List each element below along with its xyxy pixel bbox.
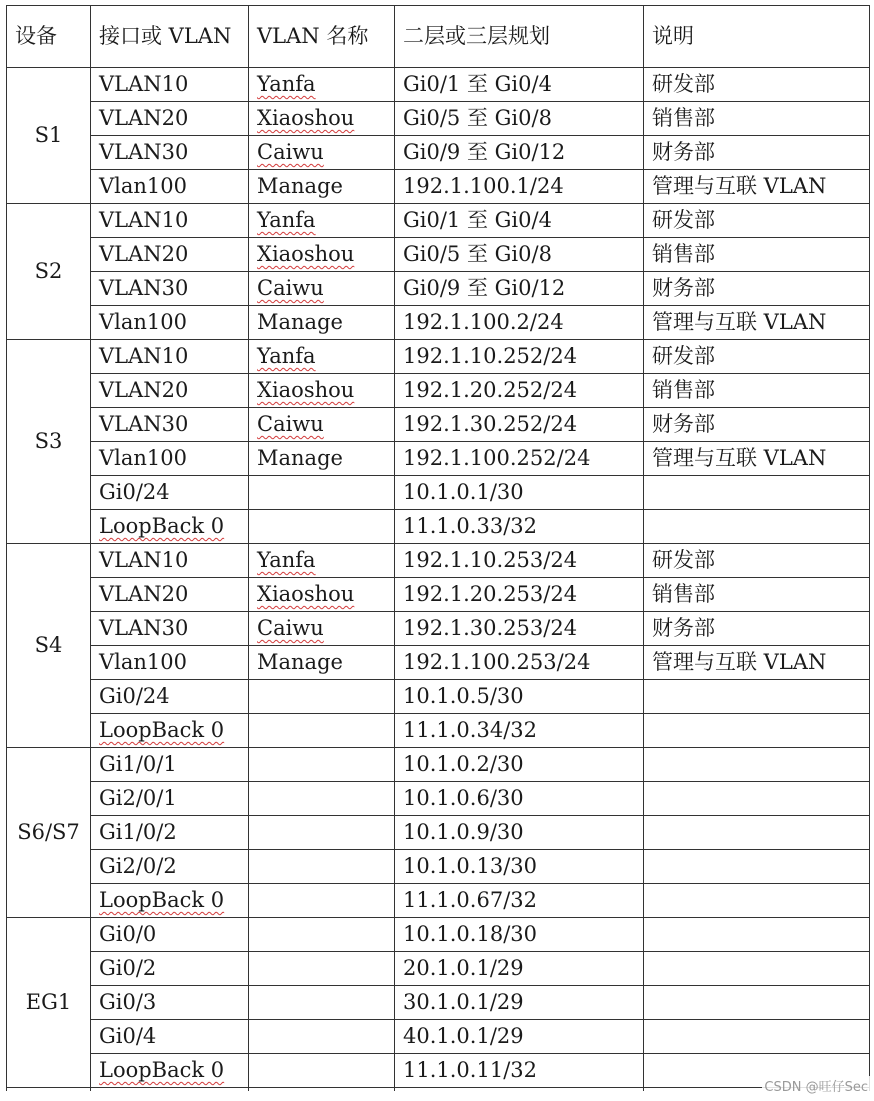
plan-cell: Gi0/1 至 Gi0/4: [395, 68, 644, 102]
table-row: [7, 136, 870, 170]
table-row: [7, 544, 870, 578]
vlan-name-cell: [249, 68, 395, 102]
vlan-name-cell: [249, 1054, 395, 1088]
header-device: 设备: [7, 6, 91, 68]
description-cell: [644, 748, 870, 782]
plan-cell: 10.1.0.1/30: [395, 476, 644, 510]
interface-cell: VLAN30: [91, 612, 249, 646]
vlan-name-cell: [249, 374, 395, 408]
plan-cell: Gi0/9 至 Gi0/12: [395, 136, 644, 170]
description-cell: [644, 884, 870, 918]
interface-cell: [91, 1054, 249, 1088]
interface-cell: VLAN30: [91, 408, 249, 442]
description-cell: 销售部: [644, 238, 870, 272]
plan-cell: Gi0/9 至 Gi0/12: [395, 272, 644, 306]
cell-text: Xiaoshou: [257, 242, 355, 266]
vlan-name-cell: [249, 952, 395, 986]
device-cell: S4: [7, 544, 91, 748]
description-cell: [644, 952, 870, 986]
cell-text: Yanfa: [257, 208, 316, 232]
interface-cell: Gi0/3: [91, 986, 249, 1020]
table-row: [7, 340, 870, 374]
interface-cell: VLAN30: [91, 136, 249, 170]
description-cell: 销售部: [644, 578, 870, 612]
table-row: [7, 612, 870, 646]
cell-text: Caiwu: [257, 616, 324, 640]
vlan-name-cell: Manage: [249, 306, 395, 340]
plan-cell: 11.1.0.67/32: [395, 884, 644, 918]
description-cell: 财务部: [644, 408, 870, 442]
interface-cell: [91, 510, 249, 544]
vlan-name-cell: [249, 136, 395, 170]
table-row: [7, 816, 870, 850]
table-row: [7, 918, 870, 952]
interface-cell: VLAN20: [91, 238, 249, 272]
table-body: [7, 68, 870, 1092]
interface-cell: Vlan100: [91, 170, 249, 204]
plan-cell: 10.1.0.6/30: [395, 782, 644, 816]
interface-cell: Gi1/0/2: [91, 816, 249, 850]
cell-text: Xiaoshou: [257, 106, 355, 130]
plan-cell: 11.1.0.11/32: [395, 1054, 644, 1088]
interface-cell: VLAN10: [91, 340, 249, 374]
description-cell: [644, 476, 870, 510]
plan-cell: 192.1.30.253/24: [395, 612, 644, 646]
plan-cell: 192.1.20.253/24: [395, 578, 644, 612]
cell-text: LoopBack 0: [99, 1058, 225, 1082]
table-row-cutoff: [7, 1088, 870, 1092]
cell-text: Yanfa: [257, 548, 316, 572]
device-cell: S6/S7: [7, 748, 91, 918]
description-cell: [644, 918, 870, 952]
vlan-name-cell: [249, 782, 395, 816]
vlan-name-cell: [249, 238, 395, 272]
header-description: 说明: [644, 6, 870, 68]
cell-text: Caiwu: [257, 276, 324, 300]
description-cell: 研发部: [644, 204, 870, 238]
cutoff-cell: [91, 1088, 249, 1092]
cell-text: LoopBack 0: [99, 718, 225, 742]
description-cell: [644, 782, 870, 816]
interface-cell: Gi0/24: [91, 680, 249, 714]
table-row: [7, 714, 870, 748]
plan-cell: 10.1.0.2/30: [395, 748, 644, 782]
table-row: [7, 68, 870, 102]
table-row: [7, 476, 870, 510]
description-cell: 财务部: [644, 612, 870, 646]
vlan-name-cell: [249, 102, 395, 136]
table-row: [7, 952, 870, 986]
vlan-name-cell: Manage: [249, 442, 395, 476]
table-row: [7, 884, 870, 918]
table-row: [7, 238, 870, 272]
vlan-name-cell: [249, 816, 395, 850]
vlan-name-cell: [249, 918, 395, 952]
header-row: [7, 6, 870, 68]
plan-cell: Gi0/5 至 Gi0/8: [395, 238, 644, 272]
vlan-planning-table: [6, 5, 870, 1091]
device-cell: S2: [7, 204, 91, 340]
interface-cell: Gi2/0/1: [91, 782, 249, 816]
cell-text: Caiwu: [257, 412, 324, 436]
vlan-name-cell: [249, 748, 395, 782]
table-row: [7, 510, 870, 544]
description-cell: 管理与互联 VLAN: [644, 442, 870, 476]
vlan-name-cell: Manage: [249, 170, 395, 204]
table-row: [7, 306, 870, 340]
vlan-name-cell: [249, 680, 395, 714]
vlan-name-cell: [249, 850, 395, 884]
table-row: [7, 442, 870, 476]
plan-cell: 10.1.0.5/30: [395, 680, 644, 714]
vlan-name-cell: [249, 578, 395, 612]
vlan-name-cell: [249, 204, 395, 238]
table-row: [7, 204, 870, 238]
plan-cell: 192.1.20.252/24: [395, 374, 644, 408]
plan-cell: 192.1.10.252/24: [395, 340, 644, 374]
vlan-name-cell: [249, 476, 395, 510]
plan-cell: 192.1.100.253/24: [395, 646, 644, 680]
device-cell: S3: [7, 340, 91, 544]
plan-cell: 192.1.100.1/24: [395, 170, 644, 204]
description-cell: 管理与互联 VLAN: [644, 646, 870, 680]
vlan-name-cell: [249, 986, 395, 1020]
interface-cell: VLAN10: [91, 204, 249, 238]
interface-cell: [91, 884, 249, 918]
cutoff-cell: [395, 1088, 644, 1092]
table-row: [7, 748, 870, 782]
description-cell: 研发部: [644, 68, 870, 102]
interface-cell: VLAN30: [91, 272, 249, 306]
header-plan: 二层或三层规划: [395, 6, 644, 68]
table-row: [7, 102, 870, 136]
plan-cell: 20.1.0.1/29: [395, 952, 644, 986]
interface-cell: VLAN20: [91, 374, 249, 408]
description-cell: [644, 816, 870, 850]
cell-text: Xiaoshou: [257, 582, 355, 606]
description-cell: [644, 680, 870, 714]
table-row: [7, 578, 870, 612]
description-cell: 管理与互联 VLAN: [644, 306, 870, 340]
vlan-name-cell: [249, 1020, 395, 1054]
interface-cell: Gi2/0/2: [91, 850, 249, 884]
interface-cell: Gi0/0: [91, 918, 249, 952]
table-header: [7, 6, 870, 68]
description-cell: [644, 510, 870, 544]
plan-cell: 192.1.100.252/24: [395, 442, 644, 476]
table-row: [7, 170, 870, 204]
plan-cell: 192.1.100.2/24: [395, 306, 644, 340]
description-cell: 财务部: [644, 272, 870, 306]
description-cell: 管理与互联 VLAN: [644, 170, 870, 204]
table-row: [7, 782, 870, 816]
table-row: [7, 1020, 870, 1054]
header-interface: 接口或 VLAN: [91, 6, 249, 68]
cutoff-cell: [249, 1088, 395, 1092]
device-cell: S1: [7, 68, 91, 204]
plan-cell: 192.1.10.253/24: [395, 544, 644, 578]
table-row: [7, 680, 870, 714]
interface-cell: Vlan100: [91, 646, 249, 680]
vlan-name-cell: [249, 510, 395, 544]
vlan-name-cell: Manage: [249, 646, 395, 680]
description-cell: [644, 986, 870, 1020]
interface-cell: Gi0/2: [91, 952, 249, 986]
interface-cell: [91, 714, 249, 748]
cell-text: Yanfa: [257, 72, 316, 96]
cutoff-cell: [7, 1088, 91, 1092]
vlan-name-cell: [249, 544, 395, 578]
description-cell: [644, 714, 870, 748]
description-cell: 销售部: [644, 374, 870, 408]
plan-cell: 10.1.0.13/30: [395, 850, 644, 884]
vlan-name-cell: [249, 340, 395, 374]
description-cell: [644, 850, 870, 884]
table-row: [7, 850, 870, 884]
vlan-name-cell: [249, 612, 395, 646]
table-row: [7, 986, 870, 1020]
table-row: [7, 272, 870, 306]
cell-text: Caiwu: [257, 140, 324, 164]
plan-cell: 10.1.0.9/30: [395, 816, 644, 850]
interface-cell: VLAN20: [91, 578, 249, 612]
plan-cell: 11.1.0.33/32: [395, 510, 644, 544]
table-row: [7, 408, 870, 442]
interface-cell: Gi0/24: [91, 476, 249, 510]
plan-cell: 30.1.0.1/29: [395, 986, 644, 1020]
interface-cell: Vlan100: [91, 442, 249, 476]
interface-cell: VLAN20: [91, 102, 249, 136]
description-cell: 研发部: [644, 340, 870, 374]
description-cell: 财务部: [644, 136, 870, 170]
cell-text: Yanfa: [257, 344, 316, 368]
plan-cell: 40.1.0.1/29: [395, 1020, 644, 1054]
table-row: [7, 1054, 870, 1088]
interface-cell: Gi1/0/1: [91, 748, 249, 782]
vlan-name-cell: [249, 408, 395, 442]
plan-cell: Gi0/5 至 Gi0/8: [395, 102, 644, 136]
header-vlan-name: VLAN 名称: [249, 6, 395, 68]
interface-cell: Vlan100: [91, 306, 249, 340]
cell-text: LoopBack 0: [99, 514, 225, 538]
description-cell: 研发部: [644, 544, 870, 578]
interface-cell: VLAN10: [91, 68, 249, 102]
vlan-name-cell: [249, 714, 395, 748]
description-cell: 销售部: [644, 102, 870, 136]
cell-text: Xiaoshou: [257, 378, 355, 402]
watermark: CSDN @旺仔Sec: [762, 1076, 870, 1095]
interface-cell: Gi0/4: [91, 1020, 249, 1054]
cell-text: LoopBack 0: [99, 888, 225, 912]
plan-cell: 11.1.0.34/32: [395, 714, 644, 748]
plan-cell: Gi0/1 至 Gi0/4: [395, 204, 644, 238]
interface-cell: VLAN10: [91, 544, 249, 578]
plan-cell: 10.1.0.18/30: [395, 918, 644, 952]
table-row: [7, 646, 870, 680]
plan-cell: 192.1.30.252/24: [395, 408, 644, 442]
device-cell: EG1: [7, 918, 91, 1088]
vlan-name-cell: [249, 884, 395, 918]
description-cell: [644, 1020, 870, 1054]
table-row: [7, 374, 870, 408]
vlan-name-cell: [249, 272, 395, 306]
